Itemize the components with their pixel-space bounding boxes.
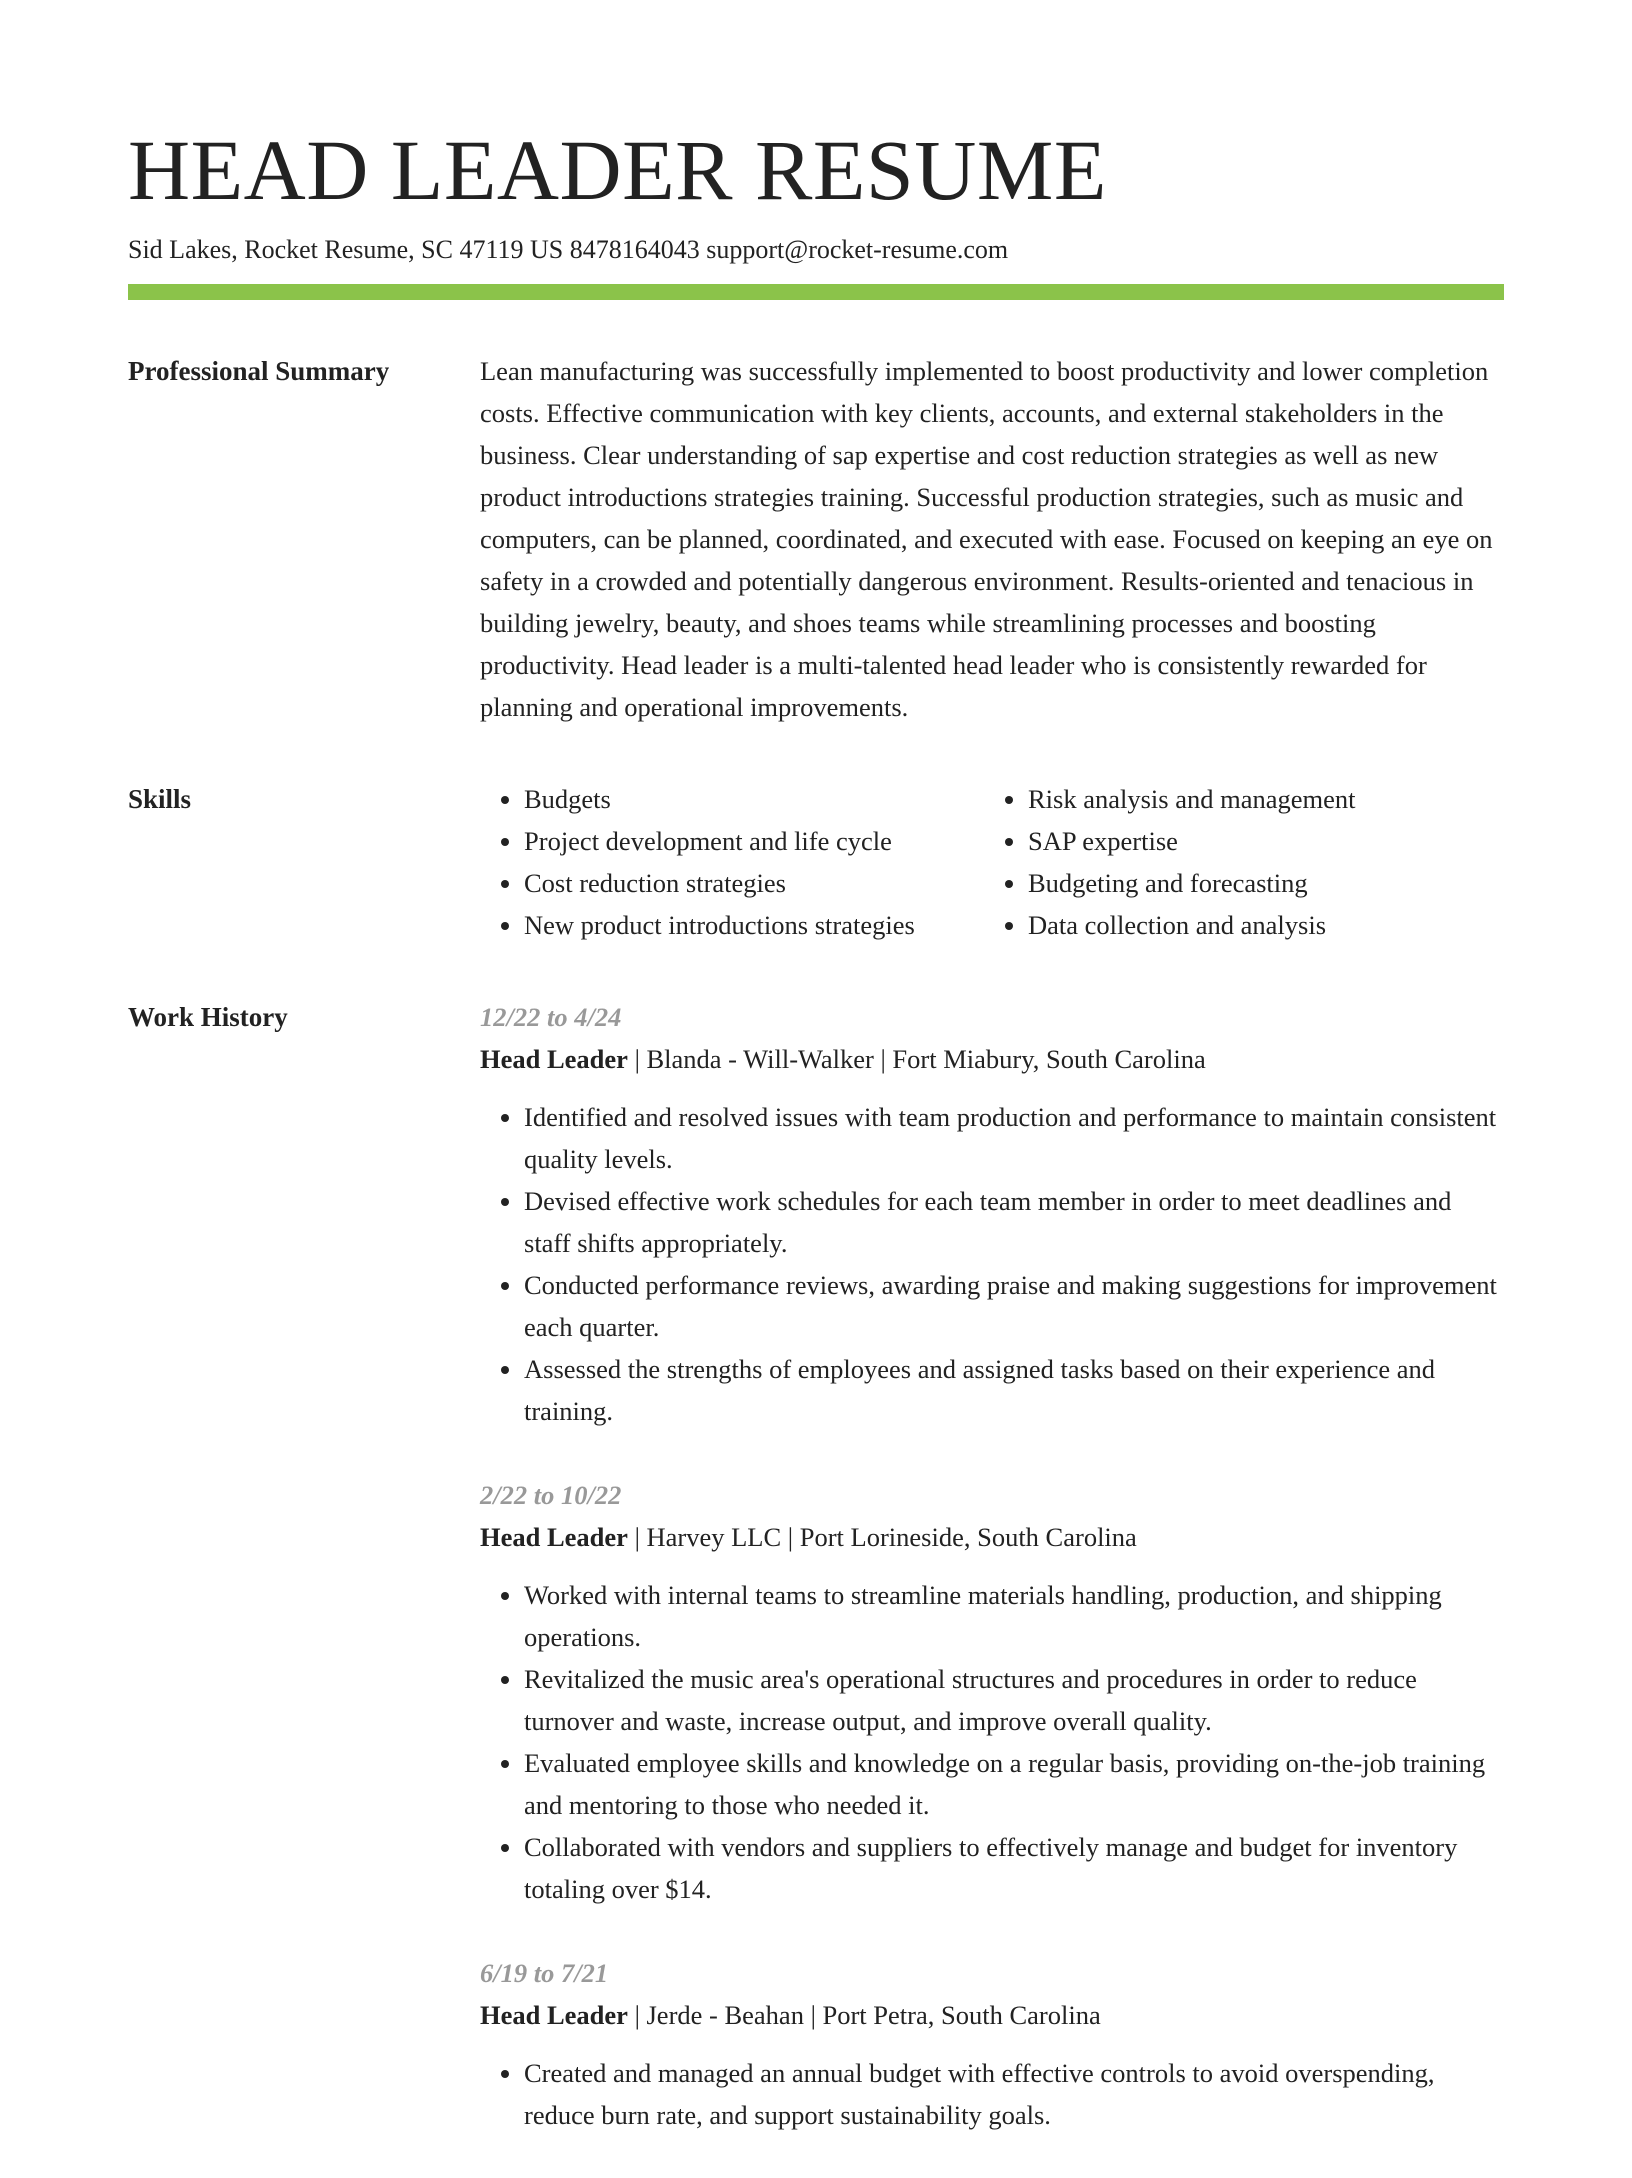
job-details: | Harvey LLC | Port Lorineside, South Carolina	[627, 1522, 1137, 1552]
skills-body	[480, 778, 1504, 946]
job-title: Head Leader	[480, 1522, 628, 1552]
job-bullets	[480, 2052, 1504, 2136]
work-history-heading: Work History	[128, 1002, 288, 1032]
job-bullet: • Revitalized the music area's operational structures and procedures in order to reduce turnover and waste, increase output, and improve overall quality.	[524, 1658, 1504, 1742]
job-entry	[480, 1474, 1504, 1910]
skills-list-left	[480, 778, 984, 946]
job-heading	[480, 1038, 1504, 1080]
resume-page	[128, 120, 1504, 2178]
summary-text: Lean manufacturing was successfully implemented to boost productivity and lower completion costs. Effective communication with key clients, accounts, and external stakeholders in the business. Clear understanding of sap expertise and cost reduction strategies as well as new product introductions strategies training. Successful production strategies, such as music and computers, can be planned, coordinated, and executed with ease. Focused on keeping an eye on safety in a crowded and potentially dangerous environment. Results-oriented and tenacious in building jewelry, beauty, and shoes teams while streamlining processes and boosting productivity. Head leader is a multi-talented head leader who is consistently rewarded for planning and operational improvements.	[480, 356, 1493, 722]
work-history-body	[480, 996, 1504, 2178]
job-bullets	[480, 1574, 1504, 1910]
skill-item: • Project development and life cycle	[524, 820, 984, 862]
skills-list-right	[984, 778, 1356, 946]
job-dates: 6/19 to 7/21	[480, 1958, 609, 1988]
job-entry	[480, 1952, 1504, 2136]
skill-item: • New product introductions strategies	[524, 904, 984, 946]
job-title: Head Leader	[480, 1044, 628, 1074]
skill-item: • Risk analysis and management	[1028, 778, 1356, 820]
job-dates: 12/22 to 4/24	[480, 1002, 622, 1032]
job-bullet: • Devised effective work schedules for each team member in order to meet deadlines and staff shifts appropriately.	[524, 1180, 1504, 1264]
job-heading	[480, 1994, 1504, 2036]
skill-item: • Budgets	[524, 778, 984, 820]
skill-item: • Data collection and analysis	[1028, 904, 1356, 946]
job-bullet: • Collaborated with vendors and suppliers to effectively manage and budget for inventory totaling over $14.	[524, 1826, 1504, 1910]
work-history-section	[128, 996, 1504, 2178]
job-bullet: • Identified and resolved issues with team production and performance to maintain consistent quality levels.	[524, 1096, 1504, 1180]
skills-section	[128, 778, 1504, 946]
contact-line: Sid Lakes, Rocket Resume, SC 47119 US 8478164043 support@rocket-resume.com	[128, 235, 1009, 264]
job-entry	[480, 996, 1504, 1432]
skill-item: • Budgeting and forecasting	[1028, 862, 1356, 904]
job-bullets	[480, 1096, 1504, 1432]
skill-item: • Cost reduction strategies	[524, 862, 984, 904]
summary-heading: Professional Summary	[128, 356, 390, 386]
resume-title: HEAD LEADER RESUME	[128, 122, 1107, 218]
skill-item: • SAP expertise	[1028, 820, 1356, 862]
job-dates: 2/22 to 10/22	[480, 1480, 622, 1510]
job-bullet: • Worked with internal teams to streamline materials handling, production, and shipping operations.	[524, 1574, 1504, 1658]
summary-section	[128, 350, 1504, 728]
accent-divider	[128, 284, 1504, 300]
job-details: | Jerde - Beahan | Port Petra, South Carolina	[627, 2000, 1101, 2030]
job-details: | Blanda - Will-Walker | Fort Miabury, South Carolina	[627, 1044, 1206, 1074]
job-bullet: • Evaluated employee skills and knowledge on a regular basis, providing on-the-job training and mentoring to those who needed it.	[524, 1742, 1504, 1826]
job-title: Head Leader	[480, 2000, 628, 2030]
skills-heading: Skills	[128, 784, 192, 814]
job-bullet: • Assessed the strengths of employees and assigned tasks based on their experience and training.	[524, 1348, 1504, 1432]
job-bullet: • Created and managed an annual budget with effective controls to avoid overspending, reduce burn rate, and support sustainability goals.	[524, 2052, 1504, 2136]
summary-body	[480, 350, 1504, 728]
job-bullet: • Conducted performance reviews, awarding praise and making suggestions for improvement each quarter.	[524, 1264, 1504, 1348]
job-heading	[480, 1516, 1504, 1558]
